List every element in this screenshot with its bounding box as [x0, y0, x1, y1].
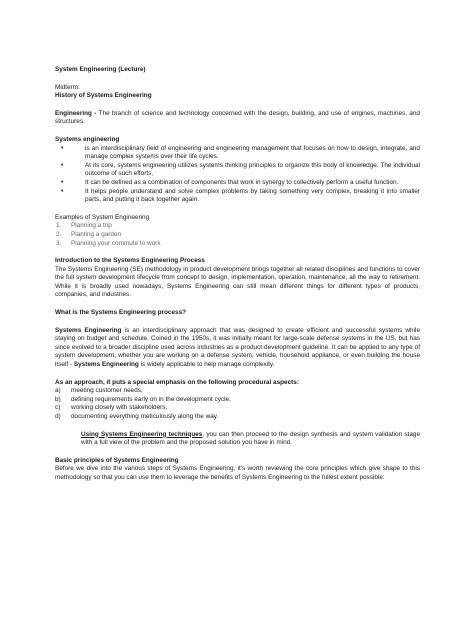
list-item: • is an interdisciplinary field of engineering and engineering management that focuses on how to design, integrate, and manage complex systems over their life cycles. [85, 145, 420, 162]
list-item: d) documenting everything meticulously along the way. [55, 413, 219, 420]
approach-heading: As an approach, it puts a special emphasis on the following procedural aspects: [55, 378, 299, 386]
intro-heading: Introduction to the Systems Engineering Process [55, 257, 205, 265]
what-heading: What is the Systems Engineering process? [55, 309, 187, 317]
intro-paragraph: The Systems Engineering (SE) methodology in product development brings together all related disciplines and functions to cover the full system development lifecycle from concept to design, implementation, operation, maintenance, all the way to retirement. While it is broadly used nowadays, Systems Engineering can still mean different things for different types of products, companies, and industries. [55, 265, 420, 299]
midterm-label: Midterm: [55, 83, 80, 91]
engineering-definition [55, 110, 420, 127]
list-item: • At its core, systems engineering utilizes systems thinking principles to organize this body of knowledge. The individual outcome of such efforts, [85, 162, 420, 179]
examples-list [55, 222, 420, 248]
document-title: System Engineering (Lecture) [55, 66, 146, 73]
list-item: • It helps people understand and solve complex problems by taking something very complex, breaking it into smaller parts, and putting it back together again. [85, 188, 420, 205]
se-heading: Systems engineering [55, 135, 120, 143]
history-heading: History of Systems Engineering [55, 92, 152, 100]
basic-paragraph: Before we dive into the various steps of Systems Engineering, it's worth reviewing the core principles which give shape to this methodology so that you can use them to leverage the benefits of Systems Engineering to the fullest extent possible: [55, 465, 420, 481]
list-item: 1. Planning a trip [56, 222, 112, 230]
using-paragraph: Using Systems Engineering techniques, you can then proceed to the design synthesis and system validation stage with a full view of the problem and the proposed solution you have in mind. [81, 430, 420, 447]
list-item: 3. Planning your commute to work [56, 239, 161, 247]
aspects-list [55, 387, 420, 421]
list-item: 2. Planting a garden [56, 230, 122, 238]
list-item: • It can be defined as a combination of components that work in synergy to collectively perform a useful function. [85, 179, 420, 188]
what-paragraph: Systems Engineering is an interdisciplinary approach that was designed to create efficient and successful systems while staying on budget and schedule. Coined in the 1950s, it was initially meant for large-scale defense systems in the US, but has since evolved to a broader discipline used across industries as a product development guideline. It can be applied to any type of system development, whether you are working on a defense system, vehicle, household appliance, or even building the house itself - Systems Engineering is widely applicable to help manage complexity. [55, 326, 420, 369]
list-item: c) working closely with stakeholders, [55, 404, 168, 412]
basic-heading: Basic principles of Systems Engineering [55, 456, 179, 464]
engineering-def-text: The branch of science and technology concerned with the design, building, and use of engines, machines, and structures. [55, 109, 420, 126]
list-item: b) defining requirements early on in the development cycle, [55, 395, 231, 403]
list-item: a) meeting customer needs, [55, 387, 143, 395]
se-bullet-list [55, 145, 420, 205]
examples-heading: Examples of System Engineering [55, 213, 150, 221]
engineering-term: Engineering - [55, 109, 97, 117]
